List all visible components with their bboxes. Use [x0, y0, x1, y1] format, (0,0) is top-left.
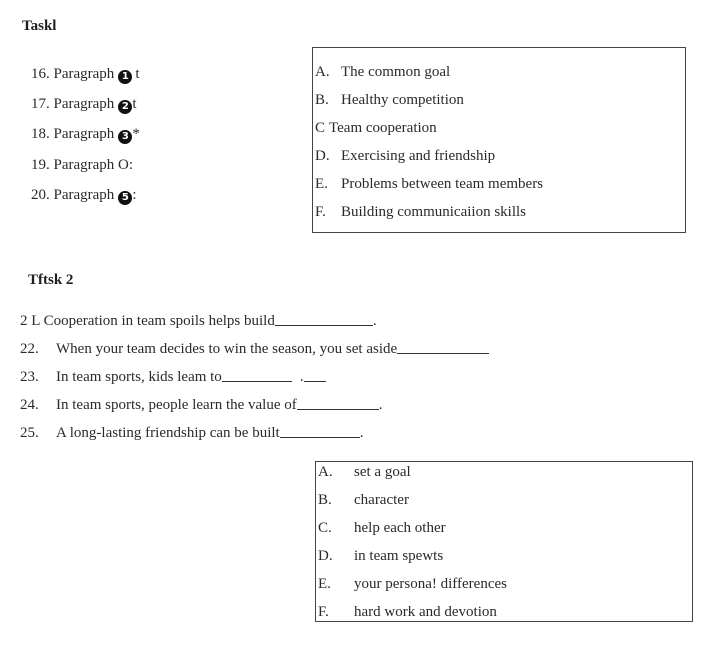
option-f: [315, 204, 526, 221]
question-mid: .: [299, 369, 304, 385]
option-text: your persona! differences: [354, 576, 507, 592]
question-number: 25.: [20, 425, 39, 441]
option-letter: A.: [315, 64, 330, 80]
question-number: 24.: [20, 397, 39, 413]
option-text: Exercising and friendship: [341, 148, 496, 164]
question-end: .: [372, 313, 377, 329]
option-b: [318, 492, 409, 509]
question-number: 2 L: [20, 313, 40, 329]
option-a: [315, 64, 450, 81]
option-letter: B.: [318, 492, 332, 508]
task1-heading: Taskl: [22, 18, 57, 34]
option-text: The common goal: [341, 64, 451, 80]
paragraph-suffix: *: [132, 126, 140, 142]
option-text: hard work and devotion: [354, 604, 497, 620]
question-22: [20, 341, 489, 358]
option-letter: D.: [315, 148, 330, 164]
option-b: [315, 92, 464, 109]
question-end: .: [378, 397, 383, 413]
option-letter: F.: [315, 204, 326, 220]
question-text: In team sports, kids leam to: [56, 369, 222, 385]
option-letter: E.: [315, 176, 328, 192]
option-letter: E.: [318, 576, 331, 592]
option-e: [315, 176, 543, 193]
option-c: [315, 120, 437, 137]
paragraph-16: [31, 66, 139, 84]
question-25: [20, 425, 363, 442]
paragraph-suffix: t: [135, 66, 140, 82]
paragraph-suffix: :: [132, 187, 137, 203]
question-23: [20, 369, 326, 386]
option-e: [318, 576, 507, 593]
option-text: Healthy competition: [341, 92, 464, 108]
question-21: [20, 313, 377, 330]
paragraph-label: 20. Paragraph: [31, 187, 115, 203]
option-letter: B.: [315, 92, 329, 108]
option-c: [318, 520, 446, 537]
circled-number-icon: 1: [118, 70, 132, 84]
answer-blank[interactable]: [304, 369, 326, 382]
paragraph-label: 18. Paragraph: [31, 126, 115, 142]
option-text: in team spewts: [354, 548, 444, 564]
option-text: set a goal: [354, 464, 411, 480]
question-number: 22.: [20, 341, 39, 357]
option-f: [318, 604, 497, 621]
paragraph-label: 19. Paragraph O:: [31, 157, 134, 173]
question-24: [20, 397, 383, 414]
paragraph-17: [31, 96, 136, 114]
option-text: Problems between team members: [341, 176, 544, 192]
task2-heading: Tftsk 2: [28, 272, 74, 288]
paragraph-20: [31, 187, 136, 205]
option-d: [315, 148, 495, 165]
answer-blank[interactable]: [222, 369, 292, 382]
option-text: help each other: [354, 520, 446, 536]
answer-blank[interactable]: [297, 397, 379, 410]
circled-number-icon: 3: [118, 130, 132, 144]
option-text: Building communicaiion skills: [341, 204, 526, 220]
option-text: Team cooperation: [329, 120, 437, 136]
answer-blank[interactable]: [275, 313, 373, 326]
option-letter: C.: [318, 520, 332, 536]
option-letter: A.: [318, 464, 333, 480]
task2-options-box: [315, 461, 693, 622]
paragraph-label: 16. Paragraph: [31, 66, 115, 82]
paragraph-18: [31, 126, 140, 144]
question-text: Cooperation in team spoils helps build: [43, 313, 275, 329]
question-end: .: [359, 425, 364, 441]
answer-blank[interactable]: [280, 425, 360, 438]
task1-options-box: [312, 47, 686, 233]
question-text: A long-lasting friendship can be built: [56, 425, 280, 441]
question-text: In team sports, people learn the value of: [56, 397, 297, 413]
option-a: [318, 464, 411, 481]
option-letter: D.: [318, 548, 333, 564]
option-letter: C: [315, 120, 326, 136]
option-d: [318, 548, 443, 565]
option-letter: F.: [318, 604, 329, 620]
paragraph-suffix: t: [132, 96, 137, 112]
question-text: When your team decides to win the season, you set aside: [56, 341, 398, 357]
option-text: character: [354, 492, 409, 508]
paragraph-label: 17. Paragraph: [31, 96, 115, 112]
circled-number-icon: 5: [118, 191, 132, 205]
question-number: 23.: [20, 369, 39, 385]
paragraph-19: [31, 157, 133, 174]
circled-number-icon: 2: [118, 100, 132, 114]
answer-blank[interactable]: [397, 341, 489, 354]
